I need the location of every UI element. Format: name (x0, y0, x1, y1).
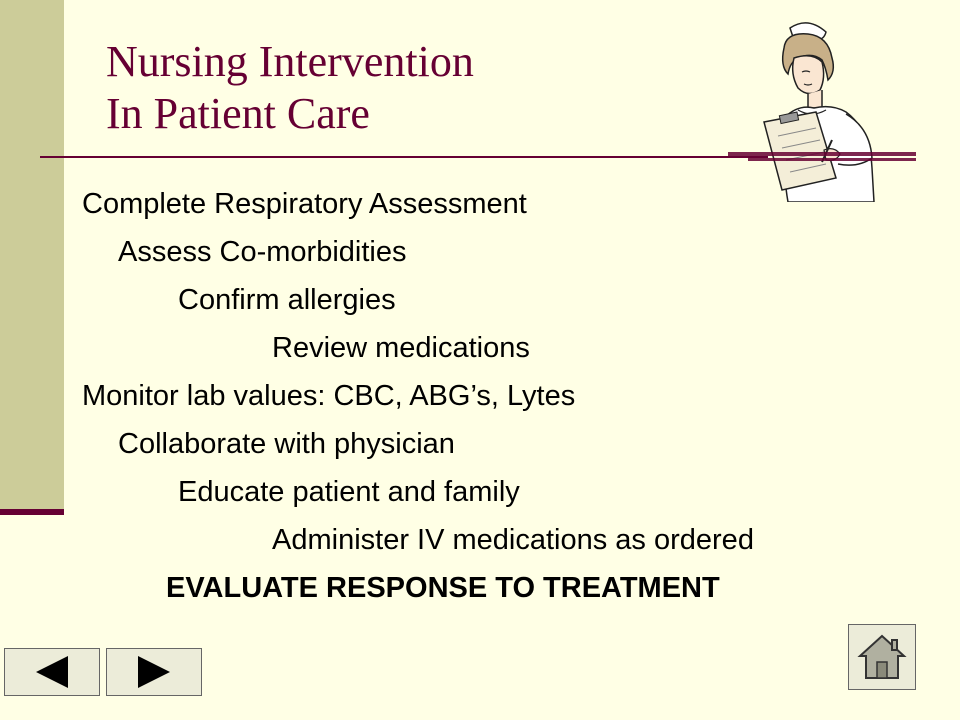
title-line-1: Nursing Intervention (106, 37, 474, 86)
bullet-item: Complete Respiratory Assessment (82, 188, 527, 220)
title-line-2: In Patient Care (106, 89, 370, 138)
next-slide-button[interactable] (106, 648, 202, 696)
bullet-item: Administer IV medications as ordered (272, 524, 754, 556)
bullet-item: EVALUATE RESPONSE TO TREATMENT (166, 572, 720, 604)
bullet-item: Collaborate with physician (118, 428, 455, 460)
triangle-left-icon (32, 654, 72, 690)
bullet-item: Assess Co-morbidities (118, 236, 407, 268)
bullet-item: Educate patient and family (178, 476, 520, 508)
side-bar-accent (0, 509, 64, 515)
title-divider (40, 156, 768, 158)
house-icon (856, 632, 908, 682)
bullet-item: Confirm allergies (178, 284, 396, 316)
decorative-side-bar (0, 0, 64, 510)
slide-title (106, 36, 474, 140)
triangle-right-icon (134, 654, 174, 690)
nurse-clipart-image (728, 18, 916, 202)
bullet-item: Monitor lab values: CBC, ABG’s, Lytes (82, 380, 576, 412)
previous-slide-button[interactable] (4, 648, 100, 696)
home-button[interactable] (848, 624, 916, 690)
bullet-item: Review medications (272, 332, 530, 364)
